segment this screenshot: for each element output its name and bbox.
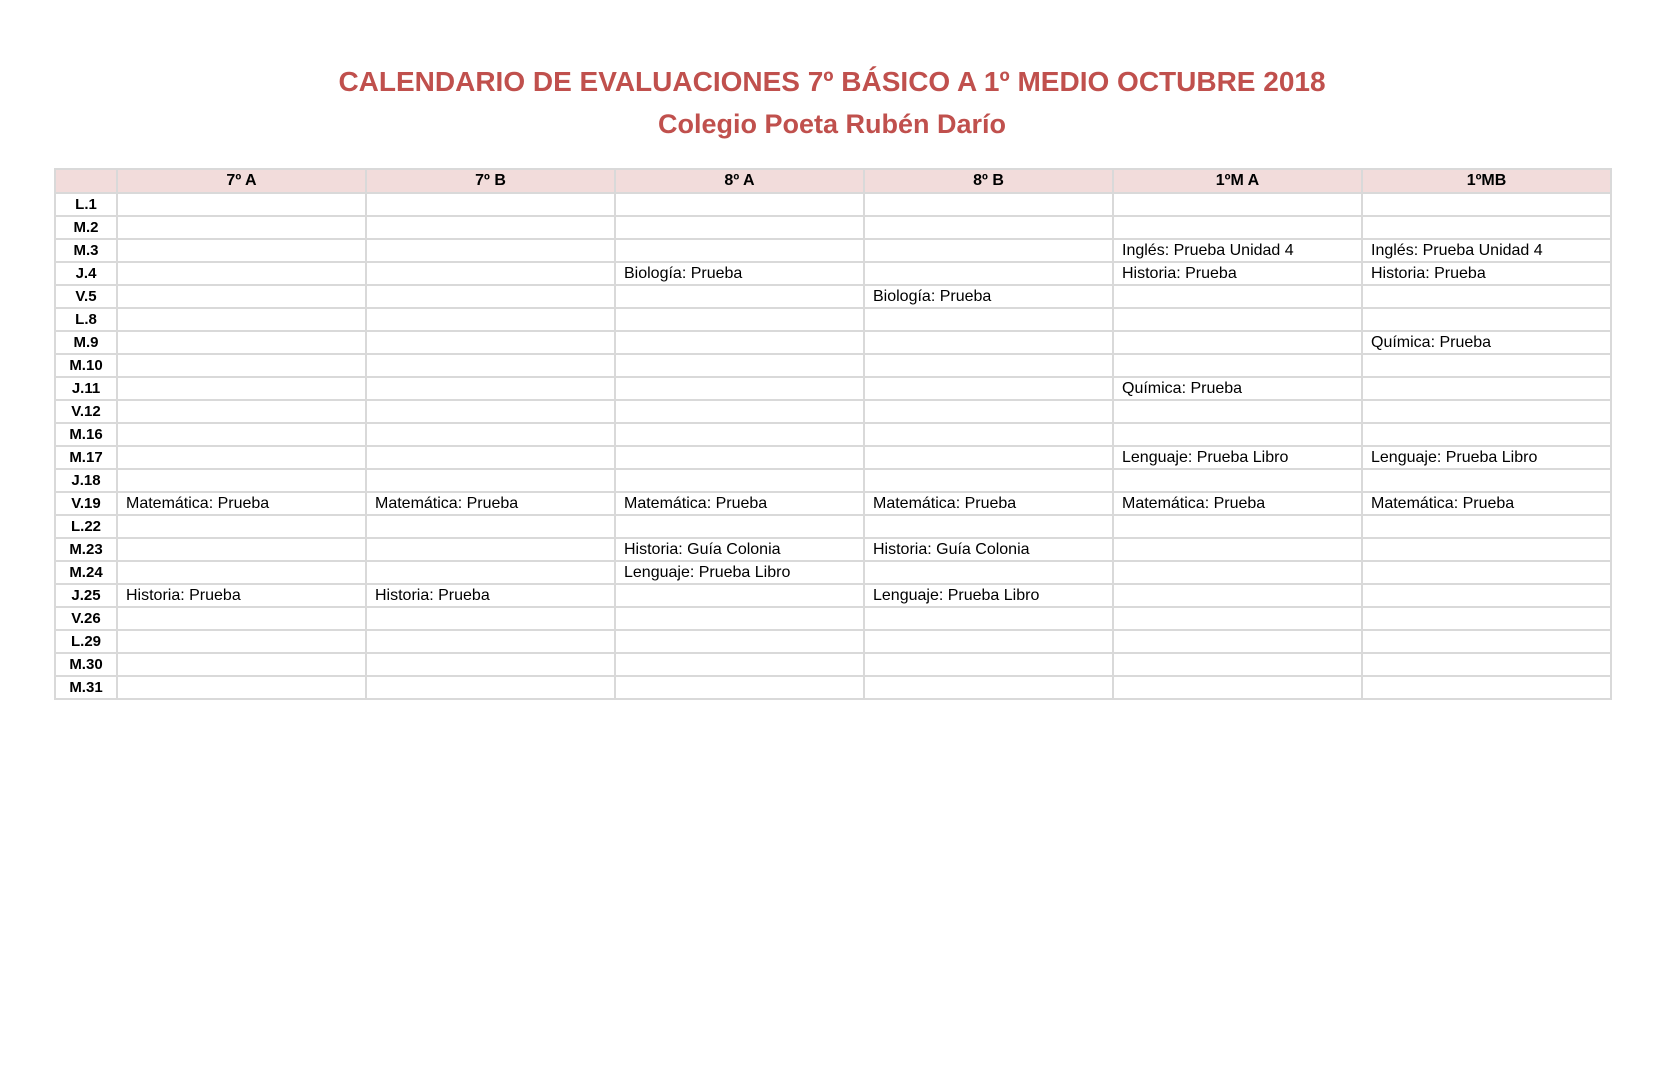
table-row bbox=[55, 630, 1611, 653]
day-label: M.3 bbox=[55, 239, 117, 262]
evaluation-cell: Lenguaje: Prueba Libro bbox=[1362, 446, 1611, 469]
evaluation-cell bbox=[864, 515, 1113, 538]
evaluation-cell bbox=[117, 653, 366, 676]
evaluation-cell bbox=[864, 607, 1113, 630]
evaluation-cell bbox=[1113, 630, 1362, 653]
evaluation-cell bbox=[1362, 607, 1611, 630]
evaluation-cell bbox=[366, 676, 615, 699]
table-row bbox=[55, 607, 1611, 630]
evaluation-cell bbox=[117, 285, 366, 308]
evaluation-cell bbox=[864, 400, 1113, 423]
evaluation-cell: Inglés: Prueba Unidad 4 bbox=[1362, 239, 1611, 262]
evaluation-cell: Matemática: Prueba bbox=[117, 492, 366, 515]
day-label: V.12 bbox=[55, 400, 117, 423]
evaluation-cell bbox=[366, 377, 615, 400]
evaluation-cell bbox=[1362, 584, 1611, 607]
evaluation-cell bbox=[117, 239, 366, 262]
evaluation-cell bbox=[864, 216, 1113, 239]
evaluation-cell bbox=[615, 469, 864, 492]
evaluation-calendar-table bbox=[54, 168, 1612, 700]
table-row bbox=[55, 653, 1611, 676]
evaluation-cell bbox=[864, 193, 1113, 216]
evaluation-cell bbox=[1113, 331, 1362, 354]
table-row bbox=[55, 239, 1611, 262]
evaluation-cell bbox=[1362, 285, 1611, 308]
evaluation-cell bbox=[366, 354, 615, 377]
evaluation-cell bbox=[117, 354, 366, 377]
evaluation-cell bbox=[117, 262, 366, 285]
evaluation-cell bbox=[1113, 423, 1362, 446]
day-label: J.18 bbox=[55, 469, 117, 492]
evaluation-cell bbox=[1113, 538, 1362, 561]
evaluation-cell bbox=[1113, 469, 1362, 492]
evaluation-cell bbox=[1113, 676, 1362, 699]
day-label: M.2 bbox=[55, 216, 117, 239]
column-header: 8º A bbox=[615, 169, 864, 193]
evaluation-cell: Historia: Prueba bbox=[1362, 262, 1611, 285]
evaluation-cell bbox=[864, 561, 1113, 584]
evaluation-cell bbox=[366, 538, 615, 561]
evaluation-cell bbox=[366, 262, 615, 285]
evaluation-cell bbox=[1113, 285, 1362, 308]
table-row bbox=[55, 262, 1611, 285]
column-header: 8º B bbox=[864, 169, 1113, 193]
evaluation-cell bbox=[117, 607, 366, 630]
table-row bbox=[55, 285, 1611, 308]
evaluation-cell bbox=[1113, 584, 1362, 607]
evaluation-cell bbox=[1362, 676, 1611, 699]
evaluation-cell bbox=[864, 469, 1113, 492]
evaluation-cell: Matemática: Prueba bbox=[864, 492, 1113, 515]
evaluation-cell bbox=[366, 653, 615, 676]
evaluation-cell bbox=[1362, 630, 1611, 653]
evaluation-cell bbox=[117, 515, 366, 538]
day-label: J.25 bbox=[55, 584, 117, 607]
day-label: M.23 bbox=[55, 538, 117, 561]
evaluation-cell bbox=[1113, 561, 1362, 584]
day-label: V.5 bbox=[55, 285, 117, 308]
evaluation-cell bbox=[366, 239, 615, 262]
evaluation-cell bbox=[117, 216, 366, 239]
evaluation-cell: Lenguaje: Prueba Libro bbox=[864, 584, 1113, 607]
evaluation-cell bbox=[1362, 515, 1611, 538]
day-label: M.10 bbox=[55, 354, 117, 377]
evaluation-cell: Biología: Prueba bbox=[864, 285, 1113, 308]
day-label: J.4 bbox=[55, 262, 117, 285]
evaluation-cell: Lenguaje: Prueba Libro bbox=[1113, 446, 1362, 469]
evaluation-cell bbox=[117, 446, 366, 469]
evaluation-cell bbox=[615, 607, 864, 630]
header-row bbox=[55, 169, 1611, 193]
evaluation-cell bbox=[864, 446, 1113, 469]
evaluation-cell bbox=[1362, 354, 1611, 377]
table-row bbox=[55, 308, 1611, 331]
evaluation-cell bbox=[615, 285, 864, 308]
evaluation-cell bbox=[864, 262, 1113, 285]
evaluation-cell bbox=[864, 423, 1113, 446]
evaluation-cell bbox=[864, 239, 1113, 262]
evaluation-cell bbox=[864, 630, 1113, 653]
day-label: L.1 bbox=[55, 193, 117, 216]
evaluation-cell bbox=[615, 400, 864, 423]
day-label: V.19 bbox=[55, 492, 117, 515]
evaluation-cell bbox=[366, 400, 615, 423]
evaluation-cell bbox=[1113, 653, 1362, 676]
table-row bbox=[55, 446, 1611, 469]
evaluation-cell: Historia: Guía Colonia bbox=[864, 538, 1113, 561]
day-label: L.8 bbox=[55, 308, 117, 331]
evaluation-cell bbox=[366, 308, 615, 331]
table-row bbox=[55, 515, 1611, 538]
evaluation-cell bbox=[615, 331, 864, 354]
table-row bbox=[55, 354, 1611, 377]
evaluation-cell bbox=[1362, 423, 1611, 446]
evaluation-cell bbox=[117, 331, 366, 354]
column-header: 1ºM A bbox=[1113, 169, 1362, 193]
evaluation-cell: Historia: Guía Colonia bbox=[615, 538, 864, 561]
evaluation-cell bbox=[1113, 354, 1362, 377]
page-subtitle: Colegio Poeta Rubén Darío bbox=[657, 109, 1007, 139]
day-label: L.29 bbox=[55, 630, 117, 653]
evaluation-cell bbox=[615, 354, 864, 377]
evaluation-cell: Química: Prueba bbox=[1362, 331, 1611, 354]
evaluation-cell bbox=[366, 423, 615, 446]
evaluation-cell bbox=[366, 561, 615, 584]
table-row bbox=[55, 676, 1611, 699]
evaluation-cell bbox=[615, 630, 864, 653]
evaluation-cell bbox=[366, 446, 615, 469]
column-header: 1ºMB bbox=[1362, 169, 1611, 193]
evaluation-cell bbox=[117, 377, 366, 400]
table-row bbox=[55, 331, 1611, 354]
table-row bbox=[55, 492, 1611, 515]
evaluation-cell bbox=[864, 308, 1113, 331]
column-header: 7º B bbox=[366, 169, 615, 193]
table-body bbox=[55, 193, 1611, 699]
evaluation-cell bbox=[366, 216, 615, 239]
evaluation-cell bbox=[864, 377, 1113, 400]
day-label: M.30 bbox=[55, 653, 117, 676]
evaluation-cell bbox=[864, 354, 1113, 377]
evaluation-cell bbox=[117, 538, 366, 561]
table-row bbox=[55, 584, 1611, 607]
evaluation-cell bbox=[366, 285, 615, 308]
evaluation-cell bbox=[1113, 308, 1362, 331]
day-label: L.22 bbox=[55, 515, 117, 538]
table-header bbox=[55, 169, 1611, 193]
table-row bbox=[55, 193, 1611, 216]
evaluation-cell bbox=[1113, 400, 1362, 423]
evaluation-cell bbox=[366, 469, 615, 492]
table-row bbox=[55, 400, 1611, 423]
evaluation-cell bbox=[615, 308, 864, 331]
evaluation-cell bbox=[366, 515, 615, 538]
evaluation-cell bbox=[615, 676, 864, 699]
table-row bbox=[55, 216, 1611, 239]
day-label: M.31 bbox=[55, 676, 117, 699]
evaluation-cell bbox=[864, 676, 1113, 699]
day-label: M.9 bbox=[55, 331, 117, 354]
table-row bbox=[55, 538, 1611, 561]
evaluation-cell bbox=[1362, 216, 1611, 239]
evaluation-cell bbox=[117, 193, 366, 216]
evaluation-cell: Química: Prueba bbox=[1113, 377, 1362, 400]
evaluation-cell bbox=[366, 630, 615, 653]
column-header: 7º A bbox=[117, 169, 366, 193]
evaluation-cell bbox=[864, 653, 1113, 676]
evaluation-cell bbox=[366, 331, 615, 354]
evaluation-cell: Matemática: Prueba bbox=[366, 492, 615, 515]
evaluation-cell bbox=[1113, 515, 1362, 538]
evaluation-cell bbox=[117, 423, 366, 446]
evaluation-cell bbox=[1113, 193, 1362, 216]
evaluation-cell bbox=[615, 584, 864, 607]
evaluation-cell bbox=[1362, 469, 1611, 492]
table-row bbox=[55, 423, 1611, 446]
evaluation-cell bbox=[615, 216, 864, 239]
evaluation-cell bbox=[1362, 653, 1611, 676]
evaluation-cell bbox=[1362, 308, 1611, 331]
evaluation-cell bbox=[1362, 538, 1611, 561]
evaluation-cell bbox=[117, 561, 366, 584]
evaluation-cell bbox=[615, 239, 864, 262]
evaluation-cell bbox=[1113, 607, 1362, 630]
table-row bbox=[55, 561, 1611, 584]
day-label: J.11 bbox=[55, 377, 117, 400]
evaluation-cell: Historia: Prueba bbox=[117, 584, 366, 607]
evaluation-cell bbox=[117, 469, 366, 492]
evaluation-cell bbox=[1362, 193, 1611, 216]
day-label: V.26 bbox=[55, 607, 117, 630]
day-label: M.17 bbox=[55, 446, 117, 469]
day-label: M.16 bbox=[55, 423, 117, 446]
evaluation-cell bbox=[615, 423, 864, 446]
evaluation-cell: Historia: Prueba bbox=[366, 584, 615, 607]
table-row bbox=[55, 377, 1611, 400]
evaluation-cell bbox=[1113, 216, 1362, 239]
evaluation-cell bbox=[1362, 377, 1611, 400]
evaluation-cell bbox=[117, 400, 366, 423]
evaluation-cell bbox=[117, 308, 366, 331]
evaluation-cell bbox=[615, 446, 864, 469]
evaluation-cell bbox=[1362, 561, 1611, 584]
evaluation-cell bbox=[117, 676, 366, 699]
evaluation-cell: Matemática: Prueba bbox=[615, 492, 864, 515]
evaluation-cell bbox=[1362, 400, 1611, 423]
evaluation-cell bbox=[366, 193, 615, 216]
evaluation-cell bbox=[615, 193, 864, 216]
evaluation-cell: Inglés: Prueba Unidad 4 bbox=[1113, 239, 1362, 262]
evaluation-cell: Historia: Prueba bbox=[1113, 262, 1362, 285]
evaluation-cell bbox=[864, 331, 1113, 354]
evaluation-cell: Lenguaje: Prueba Libro bbox=[615, 561, 864, 584]
evaluation-cell bbox=[615, 377, 864, 400]
evaluation-cell bbox=[366, 607, 615, 630]
corner-cell bbox=[55, 169, 117, 193]
table-row bbox=[55, 469, 1611, 492]
evaluation-cell bbox=[615, 515, 864, 538]
day-label: M.24 bbox=[55, 561, 117, 584]
evaluation-cell: Matemática: Prueba bbox=[1362, 492, 1611, 515]
page-title: CALENDARIO DE EVALUACIONES 7º BÁSICO A 1º MEDIO OCTUBRE 2018 bbox=[338, 66, 1326, 97]
evaluation-cell bbox=[615, 653, 864, 676]
evaluation-cell bbox=[117, 630, 366, 653]
evaluation-cell: Matemática: Prueba bbox=[1113, 492, 1362, 515]
evaluation-cell: Biología: Prueba bbox=[615, 262, 864, 285]
